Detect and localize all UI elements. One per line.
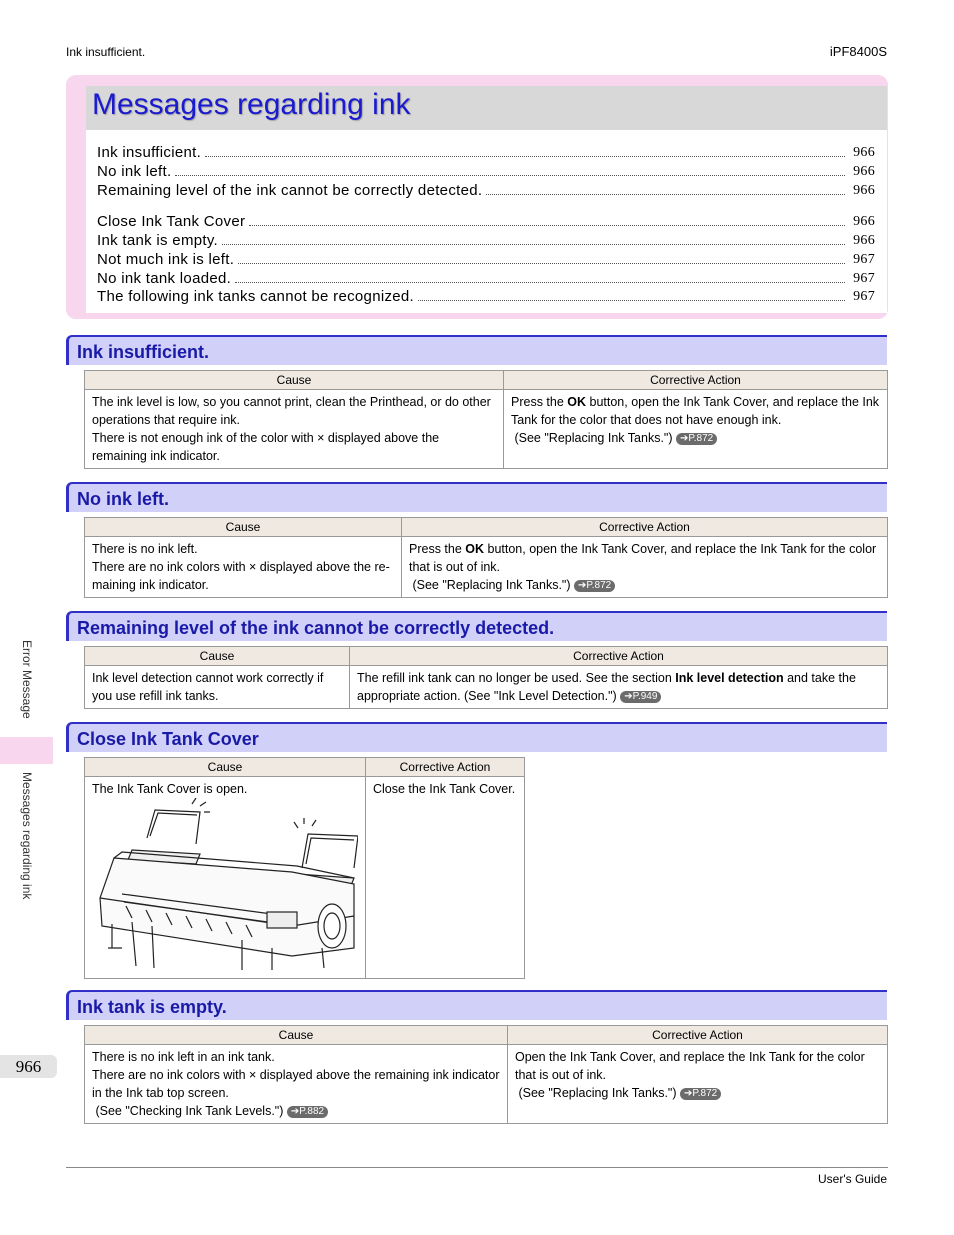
toc-entry[interactable] — [97, 230, 875, 249]
col-action-header: Corrective Action — [508, 1026, 888, 1045]
ok-button-label: OK — [567, 395, 587, 409]
section-heading-text: Remaining level of the ink cannot be correctly detected. — [77, 618, 555, 638]
action-text: Press the — [409, 542, 466, 556]
cause-text: There are no ink colors with × displayed above the re-maining ink indicator. — [92, 560, 390, 592]
action-text: Open the Ink Tank Cover, and replace the Ink Tank for the color that is out of ink. — [515, 1050, 865, 1082]
toc-entry-label: No ink tank loaded. — [97, 270, 232, 287]
page-title: Messages regarding ink — [92, 88, 411, 121]
footer-text: User's Guide — [818, 1172, 887, 1186]
message-table — [84, 517, 888, 598]
footer-divider — [66, 1167, 888, 1168]
section-heading — [66, 482, 887, 512]
see-reference: (See "Replacing Ink Tanks.") — [514, 431, 673, 445]
side-tab-error-message[interactable]: Error Message — [20, 640, 34, 719]
toc-entry-label: Ink tank is empty. — [97, 232, 218, 249]
cause-cell — [85, 1045, 508, 1124]
toc-entry[interactable] — [97, 142, 875, 161]
col-action-header: Corrective Action — [366, 758, 525, 777]
side-tab-highlight — [0, 737, 53, 764]
action-cell — [402, 537, 888, 598]
message-table — [84, 1025, 888, 1124]
toc-entry[interactable] — [97, 180, 875, 199]
running-header-model: iPF8400S — [829, 44, 887, 59]
toc-entry[interactable] — [97, 211, 875, 230]
section-heading-text: Ink insufficient. — [77, 342, 210, 362]
toc-entry-label: The following ink tanks cannot be recognized. — [97, 288, 415, 305]
cause-cell — [85, 777, 366, 979]
toc-entry-page: 967 — [853, 271, 875, 286]
toc-entry-label: Not much ink is left. — [97, 251, 235, 268]
page-link[interactable]: ➔P.872 — [676, 433, 717, 445]
see-reference: (See "Checking Ink Tank Levels.") — [95, 1104, 284, 1118]
page-link[interactable]: ➔P.872 — [680, 1088, 721, 1100]
section-heading — [66, 722, 887, 752]
col-action-header: Corrective Action — [504, 371, 888, 390]
cause-cell — [85, 537, 402, 598]
page-link[interactable]: ➔P.882 — [287, 1106, 328, 1118]
toc-entry-label: Ink insufficient. — [97, 144, 202, 161]
toc-entry-label: Close Ink Tank Cover — [97, 213, 246, 230]
section-heading-text: Close Ink Tank Cover — [77, 729, 259, 749]
toc-entry[interactable] — [97, 249, 875, 268]
section-heading-text: Ink tank is empty. — [77, 997, 227, 1017]
action-text: button, open the Ink Tank Cover, and replace the Ink Tank for the color that does not have enough ink. — [511, 395, 880, 427]
page-link[interactable]: ➔P.872 — [574, 580, 615, 592]
cause-text: There is no ink left in an ink tank. — [92, 1050, 275, 1064]
page-number: 966 — [0, 1055, 57, 1078]
action-text: Close the Ink Tank Cover. — [373, 782, 516, 796]
cause-text: The ink level is low, so you cannot print, clean the Printhead, or do other operations that require ink. — [92, 395, 491, 427]
ok-button-label: OK — [465, 542, 485, 556]
toc-entry[interactable] — [97, 161, 875, 180]
action-cell — [508, 1045, 888, 1124]
toc-entry-page: 966 — [853, 183, 875, 198]
action-text: The refill ink tank can no longer be used. See the section — [357, 671, 676, 685]
action-cell — [350, 666, 888, 709]
toc-entry-page: 967 — [853, 252, 875, 267]
running-header-section: Ink insufficient. — [66, 45, 146, 59]
toc-entry[interactable] — [97, 268, 875, 287]
cause-cell — [85, 666, 350, 709]
see-reference: (See "Replacing Ink Tanks.") — [518, 1086, 677, 1100]
cause-text: There is not enough ink of the color with × displayed above the remaining ink indicator. — [92, 431, 440, 463]
section-heading — [66, 335, 887, 365]
action-text: Press the — [511, 395, 568, 409]
action-text: and take the appropriate action. (See "Ink Level Detection.") — [357, 671, 856, 703]
toc-entry[interactable] — [97, 286, 875, 305]
message-table — [84, 646, 888, 709]
col-action-header: Corrective Action — [402, 518, 888, 537]
toc-entry-label: Remaining level of the ink cannot be correctly detected. — [97, 182, 483, 199]
action-cell — [504, 390, 888, 469]
toc-entry-page: 966 — [853, 145, 875, 160]
section-name: Ink level detection — [675, 671, 784, 685]
cause-cell — [85, 390, 504, 469]
col-cause-header: Cause — [85, 371, 504, 390]
page-link[interactable]: ➔P.949 — [620, 691, 661, 703]
action-cell — [366, 777, 525, 979]
cause-text: There are no ink colors with × displayed above the remaining ink indicator in the Ink tab top screen. — [92, 1068, 500, 1100]
printer-illustration — [92, 798, 358, 970]
col-cause-header: Cause — [85, 647, 350, 666]
col-cause-header: Cause — [85, 518, 402, 537]
toc-entry-page: 966 — [853, 233, 875, 248]
section-heading-text: No ink left. — [77, 489, 170, 509]
toc-entry-page: 967 — [853, 289, 875, 304]
toc-entry-page: 966 — [853, 214, 875, 229]
col-cause-header: Cause — [85, 1026, 508, 1045]
cause-text: Ink level detection cannot work correctly if you use refill ink tanks. — [92, 671, 324, 703]
section-heading — [66, 611, 887, 641]
side-tab-messages-regarding-ink[interactable]: Messages regarding ink — [20, 772, 34, 900]
message-table — [84, 370, 888, 469]
see-reference: (See "Replacing Ink Tanks.") — [412, 578, 571, 592]
message-table — [84, 757, 525, 979]
toc-entry-page: 966 — [853, 164, 875, 179]
toc-entry-label: No ink left. — [97, 163, 172, 180]
cause-text: The Ink Tank Cover is open. — [92, 782, 248, 796]
section-heading — [66, 990, 887, 1020]
col-action-header: Corrective Action — [350, 647, 888, 666]
action-text: button, open the Ink Tank Cover, and replace the Ink Tank for the color that is out of ink. — [409, 542, 877, 574]
col-cause-header: Cause — [85, 758, 366, 777]
cause-text: There is no ink left. — [92, 542, 198, 556]
